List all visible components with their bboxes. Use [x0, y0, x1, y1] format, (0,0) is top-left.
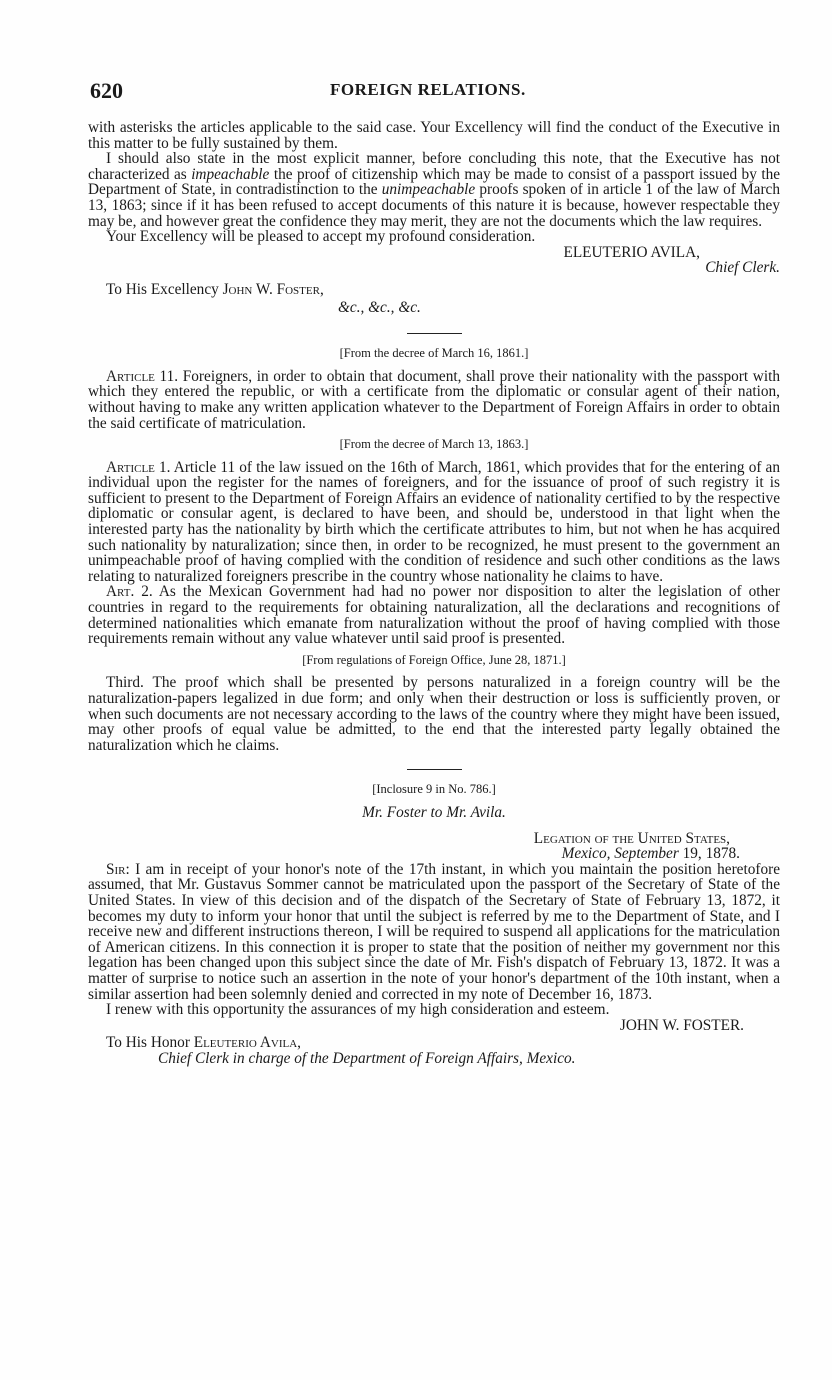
regulations-heading: [From regulations of Foreign Office, June 28, 1871.] [302, 652, 566, 667]
inclosure-title: Mr. Foster to Mr. Avila. [362, 803, 506, 821]
legation-line: Legation of the United States, [533, 829, 730, 847]
decree2-heading: [From the decree of March 13, 1863.] [339, 437, 529, 452]
decree2-article-2: Art. 2. As the Mexican Government had had no power nor disposition to alter the legislation of other countries in regard to the requirements for obtaining naturalization, all the declarations and recognitions of determined nationalities which emanate from naturalization without the proof of having complied with those requirements remain without any value whatever until said proof is presented. [88, 583, 780, 648]
letter1-signature-title: Chief Clerk. [705, 259, 780, 277]
inclosure-heading: [Inclosure 9 in No. 786.] [372, 782, 496, 797]
letter1-signature: ELEUTERIO AVILA, [563, 243, 700, 261]
letter1-addressee-etc: &c., &c., &c. [338, 298, 421, 316]
inclosure-addressee-title: Chief Clerk in charge of the Department of Foreign Affairs, Mexico. [158, 1049, 576, 1067]
dateline: Mexico, September 19, 1878. [561, 845, 740, 863]
inclosure-addressee: To His Honor Eleuterio Avila, [106, 1034, 301, 1052]
page-body [88, 120, 780, 1066]
running-head: FOREIGN RELATIONS. [330, 80, 526, 99]
page-number: 620 [90, 78, 123, 103]
inclosure-body: Sir: I am in receipt of your honor's note of the 17th instant, in which you maintain the position heretofore assumed, that Mr. Gustavus Sommer cannot be matriculated upon the passport of the Secretary of State of the United States. In view of this decision and of the dispatch of the Secretary of State of February 13, 1872, it becomes my duty to inform your honor that until the subject is referred by me to the Department of State, and I receive new and different instructions thereon, I will be required to suspend all applications for the matriculation of American citizens. In this connection it is proper to state that the position of neither my government nor this legation has been changed upon this subject since the date of Mr. Fish's dispatch of February 13, 1872. It was a matter of surprise to notice such an assertion in the note of your honor's department of the 10th instant, when a similar assertion had been solemnly denied and corrected in my note of December 16, 1873. [88, 860, 780, 1003]
letter1-paragraph-1: with asterisks the articles applicable to the said case. Your Excellency will find the conduct of the Executive in this matter to be fully sustained by them. [88, 119, 780, 152]
inclosure-closing: I renew with this opportunity the assurances of my high consideration and esteem. [106, 1001, 610, 1019]
section-divider-2 [407, 769, 462, 770]
letter1-paragraph-2: I should also state in the most explicit manner, before concluding this note, that the Executive has not characterized as impeachable the proof of citizenship which may be made to consist of a passport issued by the Department of State, in contradistinction to the unimpeachable proofs spoken of in article 1 of the law of March 13, 1863; since if it has been refused to accept documents of this nature it is because, however respectable they may be, and however great the confidence they may merit, they are not the documents which the law requires. [88, 150, 781, 230]
emphasis-unimpeachable: unimpeachable [381, 181, 476, 199]
decree1-article-11: Article 11. Foreigners, in order to obtain that document, shall prove their nationality with the passport with which they entered the republic, or with a certificate from the diplomatic or consular agent of their nation, without having to make any written application whatever to the Department of Foreign Affairs in order to obtain the said certificate of matriculation. [88, 367, 780, 432]
decree1-heading: [From the decree of March 16, 1861.] [339, 346, 529, 361]
letter1-addressee: To His Excellency John W. Foster, [106, 280, 324, 298]
emphasis-impeachable: impeachable [191, 165, 270, 183]
regulations-third: Third. The proof which shall be presented by persons naturalized in a foreign country will be the naturalization-papers legalized in due form; and only when their destruction or loss is sufficiently proven, or when such documents are not necessary according to the laws of the country where they might have been issued, may other proofs of equal value be admitted, to the end that the interested party legally obtained the naturalization which he claims. [88, 674, 780, 754]
page-header [90, 78, 780, 102]
decree2-article-1: Article 1. Article 11 of the law issued on the 16th of March, 1861, which provides that for the entering of an individual upon the register for the names of foreigners, and for the issuance of proof of such registry it is sufficient to present to the Department of Foreign Affairs an evidence of nationality certified to by the respective diplomatic or consular agent, is declared to have been, and should be, understood in that light when the interested party has the nationality by birth which the certificate attributes to him, but not when he has acquired such nationality by naturalization; since then, in order to be recognized, he must present to the government an unimpeachable proof of having complied with the condition of residence and such other conditions as the laws relating to naturalized foreigners prescribe in the country whose nationality he claims to have. [88, 458, 780, 585]
letter1-paragraph-3: Your Excellency will be pleased to accept my profound consideration. [106, 228, 536, 246]
inclosure-signature: JOHN W. FOSTER. [619, 1016, 744, 1034]
section-divider [407, 333, 462, 334]
